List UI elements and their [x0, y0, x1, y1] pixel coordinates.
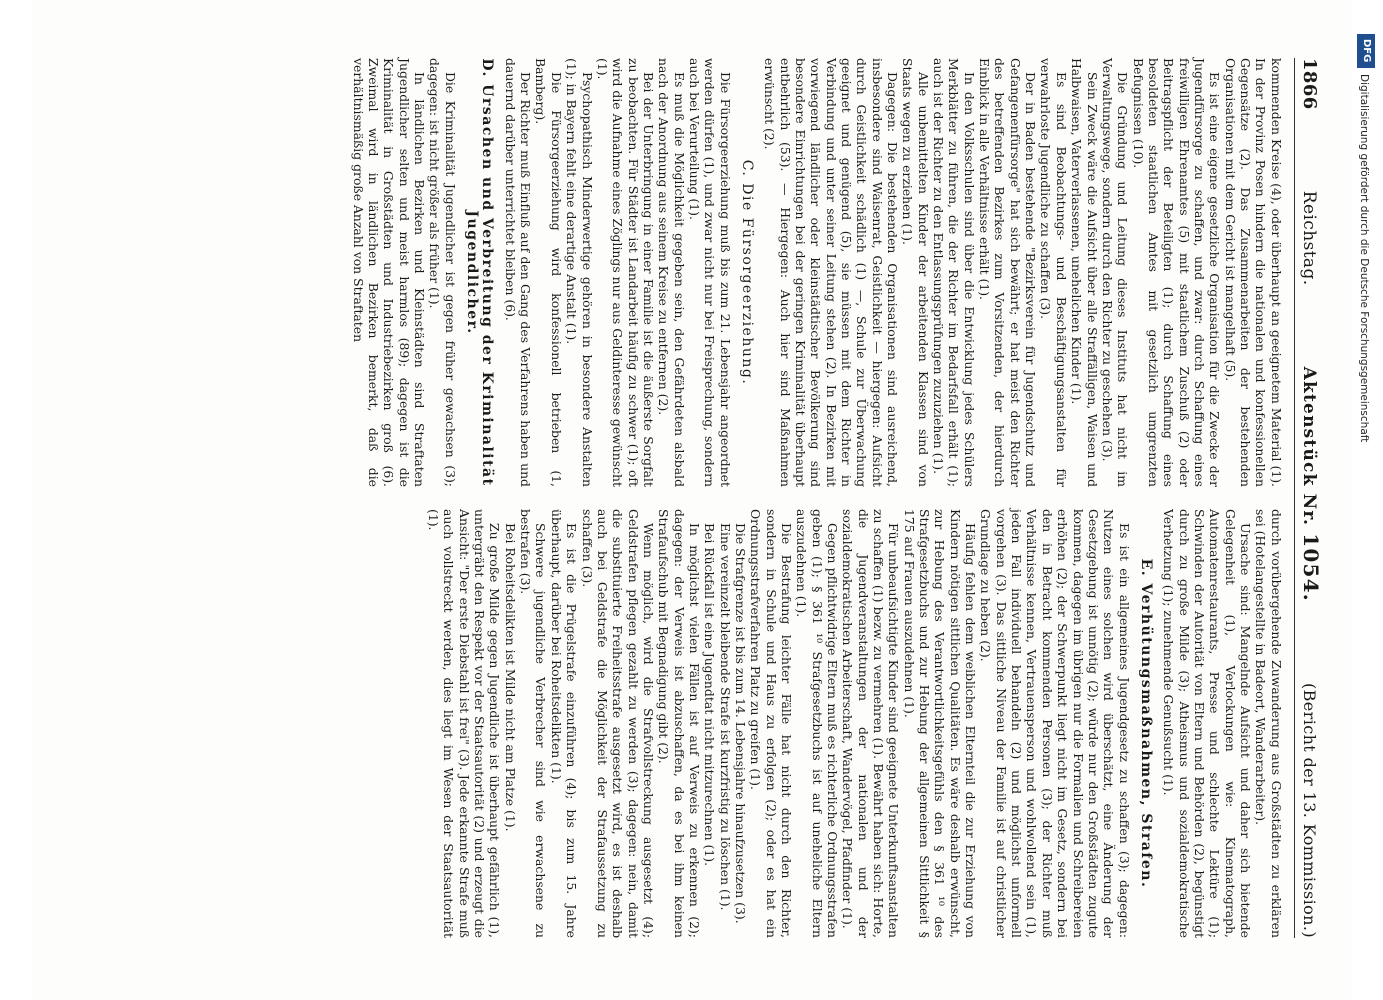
- paragraph: In ländlichen Bezirken und Kleinstädten sind Straftaten Jugendlicher selten und meist harmlos (89); dagegen ist die Kriminalität in Großstädten und Industriebezirken groß (6). Zweimal wird in ländlichen Bezirken bemerkt, daß die verhältnismäßig große Anzahl von Straftaten: [350, 58, 428, 487]
- page-number: 1866: [1299, 58, 1320, 110]
- paragraph: Der Richter muß Einfluß auf den Gang des Verfahrens haben und dauernd darüber unterrichtet bleiben (6).: [502, 58, 534, 487]
- dfg-logo: DFG: [1357, 34, 1375, 68]
- paragraph: Eine vereinzelt bleibende Strafe ist kurzfristig zu löschen (1).: [717, 523, 733, 911]
- credit-text: Digitalisierung gefördert durch die Deutsche Forschungsgemeinschaft: [1358, 74, 1370, 443]
- paragraph: Der in Baden bestehende "Bezirksverein für Jugendschutz und Gefangenenfürsorge" hat sich bewährt; er hat meist den Richter des betreffenden Bezirkes zum Vorsitzenden, der hierdurch Einblick in alle Verhältnisse erhält (1).: [977, 58, 1039, 487]
- paragraph: Die Bestrafung leichter Fälle hat nicht durch den Richter, sondern in Schule und Haus zu erfolgen (2); oder es hat ein Ordnungsstrafverfahren Platz zu greifen (1).: [748, 509, 794, 938]
- running-head-center: [1299, 366, 1323, 602]
- section-heading-c: C. Die Fürsorgeerziehung.: [738, 159, 755, 386]
- paragraph: Zu große Milde gegen Jugendliche ist überhaupt gefährlich (1), untergräbt den Respekt vor der Staatsautorität (2) und erzeugt die Ansicht: "Der erste Diebstahl ist frei" (3). Jede erkannte Strafe muß auch vollstreckt werden, dies liegt im Wesen der Staatsautorität (1).: [426, 509, 503, 938]
- paragraph: Alle unbemittelten Kinder der arbeitenden Klassen sind von Staats wegen zu erziehen (1).: [900, 58, 931, 487]
- running-head-center-number: 1054.: [1299, 533, 1323, 602]
- paragraph: Gegen pflichtwidrige Eltern muß es richterliche Ordnungsstrafen geben (1); § 361 ¹⁰ Strafgesetzbuchs ist auf uneheliche Eltern auszudehnen (1).: [794, 509, 841, 938]
- paragraph: Schwere jugendliche Verbrecher sind wie erwachsene zu bestrafen (3).: [518, 509, 549, 938]
- running-head-left: Reichstag.: [1299, 190, 1319, 286]
- left-column: [350, 58, 1283, 487]
- running-head-right: (Bericht der 13. Kommission.): [1300, 682, 1319, 938]
- running-head: [1294, 58, 1323, 938]
- section-heading-e: E. Verhütungsmaßnahmen, Strafen.: [1137, 558, 1154, 889]
- paragraph: Es ist eine eigene gesetzliche Organisation für die Zwecke der Jugendfürsorge zu schaffen, und zwar: durch Schaffung eines freiwilligen Ehrenamtes (5) mit staatlichem Zuschuß (2) oder Beitragspflicht der Beteiligten (1); durch Schaffung eines besoldeten staatlichen Amtes mit gesetzlich umgrenzten Befugnissen (10).: [1130, 58, 1223, 487]
- paragraph: Die Fürsorgeerziehung muß bis zum 21. Lebensjahr angeordnet werden dürfen (1), und zwar nicht nur bei Freisprechung, sondern auch bei Verurteilung (1).: [686, 58, 733, 487]
- right-column: [350, 509, 1283, 938]
- text-columns: [350, 58, 1283, 938]
- paragraph: Bei Roheitsdelikten ist Milde nicht am Platze (1).: [502, 523, 518, 832]
- paragraph: Ursache sind: Mangelnde Aufsicht und daher sich bietende Gelegenheit (1), Verlockungen wie: Kinematograph, Automatenrestaurants, Presse und schlechte Lektüre (1); Schwinden der Autorität von Eltern und Behörden (2), begünstigt durch zu große Milde (3); Atheismus und sozialdemokratische Verhetzung (1); zunehmende Genußsucht (1).: [1161, 509, 1253, 938]
- paragraph: Es ist ein allgemeines Jugendgesetz zu schaffen (3); dagegen: Nutzen eines solchen wird überschätzt, eine Änderung der Gesetzgebung ist unnötig (2); würde nur den Großstädten zugute kommen, dagegen im übrigen nur die Formalien und Schreibereien erhöhen (2); der Schwerpunkt liegt nicht im Gesetz, sondern bei den in Betracht kommenden Personen (3); der Richter muß Verhältnisse kennen, Vertrauensperson und wohlwollend sein (1), jeden Fall individuell behandeln (2) und möglichst unformell vorgehen (3). Das sittliche Niveau der Familie ist auf christlicher Grundlage zu heben (2).: [978, 509, 1132, 938]
- paragraph: Es ist die Prügelstrafe einzuführen (4); bis zum 15. Jahre überhaupt, darüber bei Roheitsdelikten (1).: [548, 509, 580, 938]
- paragraph: Dagegen: Die bestehenden Organisationen sind ausreichend, insbesondere sind Waisenrat, Geistlichkeit — hiergegen: Aufsicht durch Geistlichkeit schädlich (1) —, Schule zur Überwachung geeignet und genügend (5), sie müssen mit dem Richter in Verbindung und unter seiner Leitung stehen (2). In Bezirken mit vorwiegend ländlicher oder kleinstädtischer Bevölkerung sind besondere Einrichtungen bei der geringen Kriminalität überhaupt entbehrlich (53). — Hiergegen: Auch hier sind Maßnahmen erwünscht (2).: [762, 58, 901, 487]
- paragraph: Psychopathisch Minderwertige gehören in besondere Anstalten (1); in Bayern fehlt eine derartige Anstalt (1).: [564, 58, 595, 487]
- paragraph: Die Fürsorgeerziehung wird konfessionell betrieben (1, Bamberg).: [533, 58, 564, 487]
- paragraph: In den Volksschulen sind über die Entwicklung jedes Schülers Merkblätter zu führen, die der Richter im Bedarfsfall erhält (1); auch ist der Richter zu den Entlassungsprüfungen zuzuziehen (1).: [931, 58, 977, 487]
- paragraph: durch vorübergehende Zuwanderung aus Großstädten zu erklären sei (Hotelangestellte in Badeort, Wanderarbeiter).: [1253, 509, 1284, 938]
- paragraph: Die Gründung und Leitung dieses Instituts hat nicht im Verwaltungswege, sondern durch den Richter zu geschehen (3).: [1099, 58, 1131, 487]
- document-page: [32, 0, 1352, 1000]
- paragraph: Wenn möglich, wird die Strafvollstreckung ausgesetzt (4); Geldstrafen pflegen gezahlt zu werden (3); dagegen: nein, damit die substituierte Freiheitsstrafe ausgesetzt wird, es ist deshalb auch bei Geldstrafe die Möglichkeit der Strafaussetzung zu schaffen (3).: [579, 509, 656, 938]
- paragraph: In möglichst vielen Fällen ist auf Verweis zu erkennen (2); dagegen: der Verweis ist abzuschaffen, da es bei ihm keinen Strafaufschub mit Begnadigung gibt (2).: [656, 509, 702, 938]
- section-heading-d: D. Ursachen und Verbreitung der Kriminalität Jugendlicher.: [464, 58, 496, 487]
- paragraph: Die Kriminalität Jugendlicher ist gegen früher gewachsen (3); dagegen: ist nicht größer als früher (1).: [427, 58, 458, 487]
- digitization-credit: [1355, 34, 1377, 734]
- paragraph: Sein Zweck wäre die Aufsicht über alle Straffälligen, Waisen und Halbwaisen, Vaterverlassenen, unehelichen Kinder (1).: [1069, 58, 1100, 487]
- paragraph: Bei der Unterbringung in einer Familie ist die äußerste Sorgfalt zu beobachten. Für Städter ist Landarbeit häufig zu schwer (1); oft wird die Aufnahme eines Zöglings nur aus Geldinteresse gewünscht (1).: [594, 58, 656, 487]
- running-head-center-prefix: Aktenstück Nr.: [1299, 366, 1319, 527]
- paragraph: Häufig fehlen dem weiblichen Elternteil die zur Erziehung von Kindern nötigen sittlichen Qualitäten. Es wäre deshalb erwünscht, zur Hebung des Verantwortlichkeitsgefühls den § 361 ¹⁰ des Strafgesetzbuchs und zur Hebung der allgemeinen Sittlichkeit § 175 auf Frauen auszudehnen (1).: [901, 509, 979, 938]
- paragraph: Es muß die Möglichkeit gegeben sein, den Gefährdeten alsbald nach der Anordnung aus seinem Kreise zu entfernen (2).: [656, 58, 687, 487]
- paragraph: Bei Rückfall ist eine Jugendtat nicht mitzurechnen (1).: [702, 523, 718, 867]
- paragraph: Für unbeaufsichtigte Kinder sind geeignete Unterkunftsanstalten zu schaffen (1) bezw. zu vermehren (1). Bewährt haben sich: Horte, die Jugendveranstaltungen der nationalen und der sozialdemokratischen Arbeiterschaft, Wandervögel, Pfadfinder (1).: [840, 509, 902, 938]
- paragraph: Die Strafgrenze ist bis zum 14. Lebensjahre hinaufzusetzen (3).: [732, 523, 748, 924]
- paragraph: kommenden Kreise (4), oder überhaupt an geeignetem Material (1). In der Provinz Posen hindern die nationalen und konfessionellen Gegensätze (2). Das Zusammenarbeiten der bestehenden Organisationen mit dem Gericht ist mangelhaft (5).: [1222, 58, 1284, 487]
- paragraph: Es sind Beobachtungs- und Beschäftigungsanstalten für verwahrloste Jugendliche zu schaffen (3).: [1038, 58, 1069, 487]
